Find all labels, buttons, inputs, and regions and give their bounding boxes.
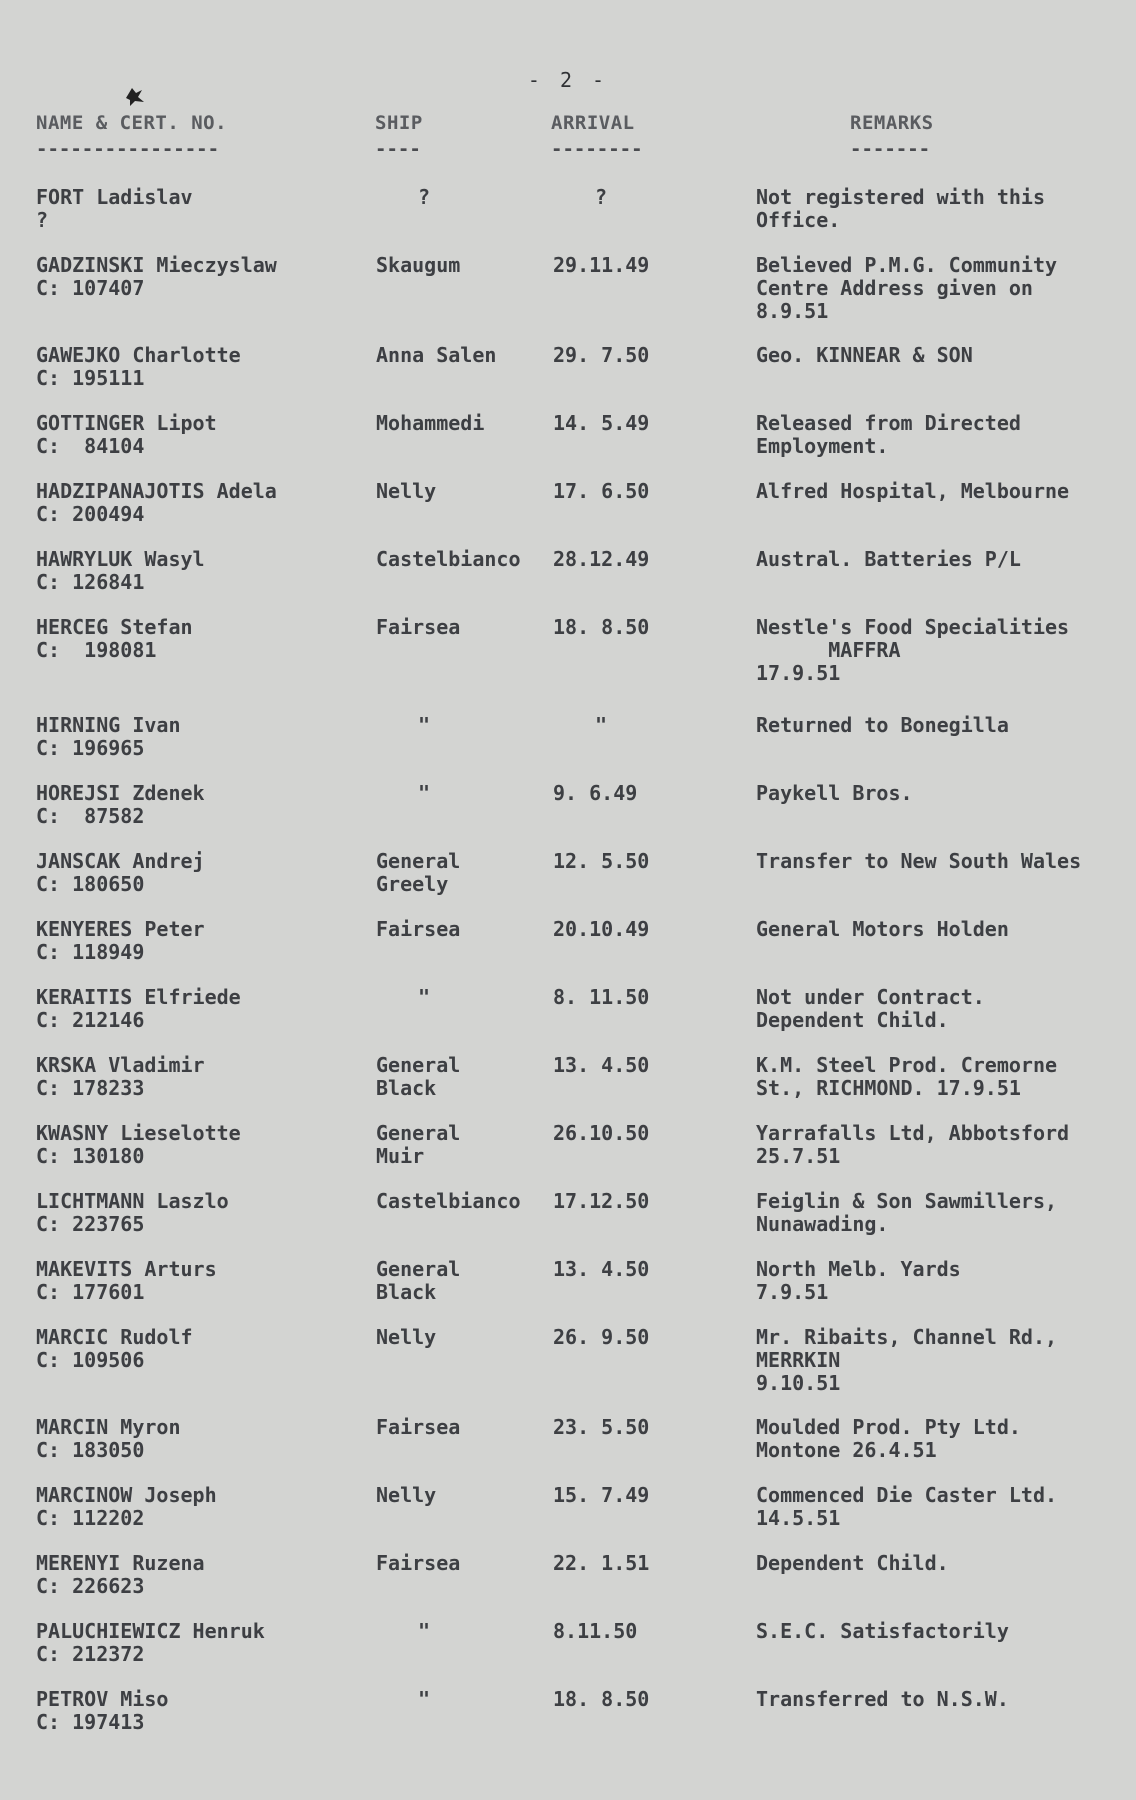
ship-cell: Fairsea: [376, 1415, 461, 1439]
certificate-number: C: 130180: [36, 1144, 145, 1168]
name-cert-cell: [36, 918, 356, 964]
ship-cell: ": [418, 1687, 431, 1711]
certificate-number: C: 196965: [36, 736, 145, 760]
arrival-cell: 8. 11.50: [553, 985, 650, 1009]
person-name: KENYERES Peter: [36, 917, 205, 941]
name-cert-cell: [36, 986, 356, 1032]
name-cert-cell: [36, 1258, 356, 1304]
arrival-cell: 9. 6.49: [553, 781, 638, 805]
remarks-cell: Dependent Child.: [756, 1551, 949, 1575]
remarks-cell: Paykell Bros.: [756, 781, 913, 805]
arrival-cell: 15. 7.49: [553, 1483, 650, 1507]
ship-cell: General Muir: [376, 1121, 461, 1168]
ship-cell: Nelly: [376, 1325, 437, 1349]
remarks-cell: Nestle's Food Specialities MAFFRA 17.9.51: [756, 615, 1070, 685]
person-name: LICHTMANN Laszlo: [36, 1189, 229, 1213]
person-name: KWASNY Lieselotte: [36, 1121, 241, 1145]
arrival-cell: 14. 5.49: [553, 411, 650, 435]
name-cert-cell: [36, 412, 356, 458]
name-cert-cell: [36, 1552, 356, 1598]
remarks-cell: Released from Directed Employment.: [756, 411, 1021, 458]
ship-cell: ": [418, 781, 431, 805]
person-name: MARCIC Rudolf: [36, 1325, 193, 1349]
arrival-cell: 20.10.49: [553, 917, 650, 941]
name-cert-cell: [36, 186, 356, 232]
ink-blot-mark: [122, 84, 146, 108]
person-name: PETROV Miso: [36, 1687, 169, 1711]
ship-cell: ": [418, 985, 431, 1009]
certificate-number: C: 198081: [36, 638, 157, 662]
arrival-cell: 28.12.49: [553, 547, 650, 571]
header-name-cert: NAME & CERT. NO.: [36, 112, 228, 134]
remarks-cell: S.E.C. Satisfactorily: [756, 1619, 1009, 1643]
name-cert-cell: [36, 548, 356, 594]
arrival-cell: 26.10.50: [553, 1121, 650, 1145]
ship-cell: General Greely: [376, 849, 461, 896]
certificate-number: C: 200494: [36, 502, 145, 526]
header-remarks-underline: -------: [850, 138, 931, 160]
arrival-cell: ?: [595, 185, 608, 209]
certificate-number: C: 212372: [36, 1642, 145, 1666]
person-name: MERENYI Ruzena: [36, 1551, 205, 1575]
ship-cell: General Black: [376, 1257, 461, 1304]
person-name: HAWRYLUK Wasyl: [36, 547, 205, 571]
person-name: MAKEVITS Arturs: [36, 1257, 217, 1281]
certificate-number: C: 177601: [36, 1280, 145, 1304]
arrival-cell: 12. 5.50: [553, 849, 650, 873]
name-cert-cell: [36, 1688, 356, 1734]
person-name: GOTTINGER Lipot: [36, 411, 217, 435]
person-name: GADZINSKI Mieczyslaw: [36, 253, 277, 277]
ship-cell: Castelbianco: [376, 1189, 521, 1213]
certificate-number: C: 223765: [36, 1212, 145, 1236]
arrival-cell: 13. 4.50: [553, 1053, 650, 1077]
certificate-number: C: 195111: [36, 366, 145, 390]
person-name: HOREJSI Zdenek: [36, 781, 205, 805]
remarks-cell: North Melb. Yards 7.9.51: [756, 1257, 961, 1304]
remarks-cell: Believed P.M.G. Community Centre Address given on 8.9.51: [756, 253, 1058, 323]
name-cert-cell: [36, 1416, 356, 1462]
remarks-cell: Feiglin & Son Sawmillers, Nunawading.: [756, 1189, 1058, 1236]
remarks-cell: Transfer to New South Wales: [756, 849, 1082, 873]
ship-cell: ?: [418, 185, 431, 209]
remarks-cell: Not under Contract. Dependent Child.: [756, 985, 985, 1032]
remarks-cell: Commenced Die Caster Ltd. 14.5.51: [756, 1483, 1058, 1530]
arrival-cell: 29.11.49: [553, 253, 650, 277]
name-cert-cell: [36, 344, 356, 390]
header-ship: SHIP: [375, 112, 423, 134]
person-name: HIRNING Ivan: [36, 713, 181, 737]
ship-cell: Nelly: [376, 479, 437, 503]
name-cert-cell: [36, 480, 356, 526]
arrival-cell: 23. 5.50: [553, 1415, 650, 1439]
certificate-number: C: 87582: [36, 804, 145, 828]
arrival-cell: 18. 8.50: [553, 615, 650, 639]
header-arrival: ARRIVAL: [551, 112, 635, 134]
name-cert-cell: [36, 782, 356, 828]
arrival-cell: 18. 8.50: [553, 1687, 650, 1711]
person-name: KERAITIS Elfriede: [36, 985, 241, 1009]
name-cert-cell: [36, 1054, 356, 1100]
certificate-number: C: 118949: [36, 940, 145, 964]
ship-cell: Castelbianco: [376, 547, 521, 571]
page-number: - 2 -: [527, 68, 609, 92]
certificate-number: C: 183050: [36, 1438, 145, 1462]
arrival-cell: 22. 1.51: [553, 1551, 650, 1575]
ship-cell: Fairsea: [376, 615, 461, 639]
arrival-cell: ": [595, 713, 608, 737]
remarks-cell: Transferred to N.S.W.: [756, 1687, 1009, 1711]
remarks-cell: Alfred Hospital, Melbourne: [756, 479, 1070, 503]
person-name: HERCEG Stefan: [36, 615, 193, 639]
remarks-cell: Geo. KINNEAR & SON: [756, 343, 973, 367]
name-cert-cell: [36, 1122, 356, 1168]
name-cert-cell: [36, 1326, 356, 1372]
certificate-number: C: 112202: [36, 1506, 145, 1530]
header-remarks: REMARKS: [850, 112, 934, 134]
remarks-cell: Austral. Batteries P/L: [756, 547, 1021, 571]
ship-cell: Nelly: [376, 1483, 437, 1507]
remarks-cell: Moulded Prod. Pty Ltd. Montone 26.4.51: [756, 1415, 1021, 1462]
remarks-cell: Not registered with this Office.: [756, 185, 1045, 232]
certificate-number: C: 197413: [36, 1710, 145, 1734]
arrival-cell: 29. 7.50: [553, 343, 650, 367]
person-name: JANSCAK Andrej: [36, 849, 205, 873]
certificate-number: C: 109506: [36, 1348, 145, 1372]
name-cert-cell: [36, 850, 356, 896]
name-cert-cell: [36, 1620, 356, 1666]
name-cert-cell: [36, 714, 356, 760]
certificate-number: C: 107407: [36, 276, 145, 300]
certificate-number: C: 126841: [36, 570, 145, 594]
ship-cell: ": [418, 1619, 431, 1643]
ship-cell: Mohammedi: [376, 411, 485, 435]
ship-cell: General Black: [376, 1053, 461, 1100]
header-arrival-underline: --------: [551, 138, 643, 160]
certificate-number: C: 84104: [36, 434, 145, 458]
name-cert-cell: [36, 616, 356, 662]
remarks-cell: Returned to Bonegilla: [756, 713, 1009, 737]
person-name: MARCIN Myron: [36, 1415, 181, 1439]
ship-cell: ": [418, 713, 431, 737]
person-name: PALUCHIEWICZ Henruk: [36, 1619, 265, 1643]
arrival-cell: 17.12.50: [553, 1189, 650, 1213]
remarks-cell: Mr. Ribaits, Channel Rd., MERRKIN 9.10.51: [756, 1325, 1058, 1395]
person-name: MARCINOW Joseph: [36, 1483, 217, 1507]
ship-cell: Skaugum: [376, 253, 461, 277]
remarks-cell: Yarrafalls Ltd, Abbotsford 25.7.51: [756, 1121, 1070, 1168]
certificate-number: C: 226623: [36, 1574, 145, 1598]
arrival-cell: 13. 4.50: [553, 1257, 650, 1281]
person-name: GAWEJKO Charlotte: [36, 343, 241, 367]
certificate-number: ?: [36, 208, 49, 232]
ship-cell: Fairsea: [376, 1551, 461, 1575]
header-name-underline: ----------------: [36, 138, 220, 160]
certificate-number: C: 212146: [36, 1008, 145, 1032]
remarks-cell: General Motors Holden: [756, 917, 1009, 941]
person-name: FORT Ladislav: [36, 185, 193, 209]
arrival-cell: 17. 6.50: [553, 479, 650, 503]
ship-cell: Anna Salen: [376, 343, 497, 367]
arrival-cell: 8.11.50: [553, 1619, 638, 1643]
name-cert-cell: [36, 254, 356, 300]
name-cert-cell: [36, 1484, 356, 1530]
certificate-number: C: 178233: [36, 1076, 145, 1100]
header-ship-underline: ----: [375, 138, 421, 160]
arrival-cell: 26. 9.50: [553, 1325, 650, 1349]
person-name: HADZIPANAJOTIS Adela: [36, 479, 277, 503]
person-name: KRSKA Vladimir: [36, 1053, 205, 1077]
name-cert-cell: [36, 1190, 356, 1236]
ship-cell: Fairsea: [376, 917, 461, 941]
certificate-number: C: 180650: [36, 872, 145, 896]
remarks-cell: K.M. Steel Prod. Cremorne St., RICHMOND. 17.9.51: [756, 1053, 1058, 1100]
